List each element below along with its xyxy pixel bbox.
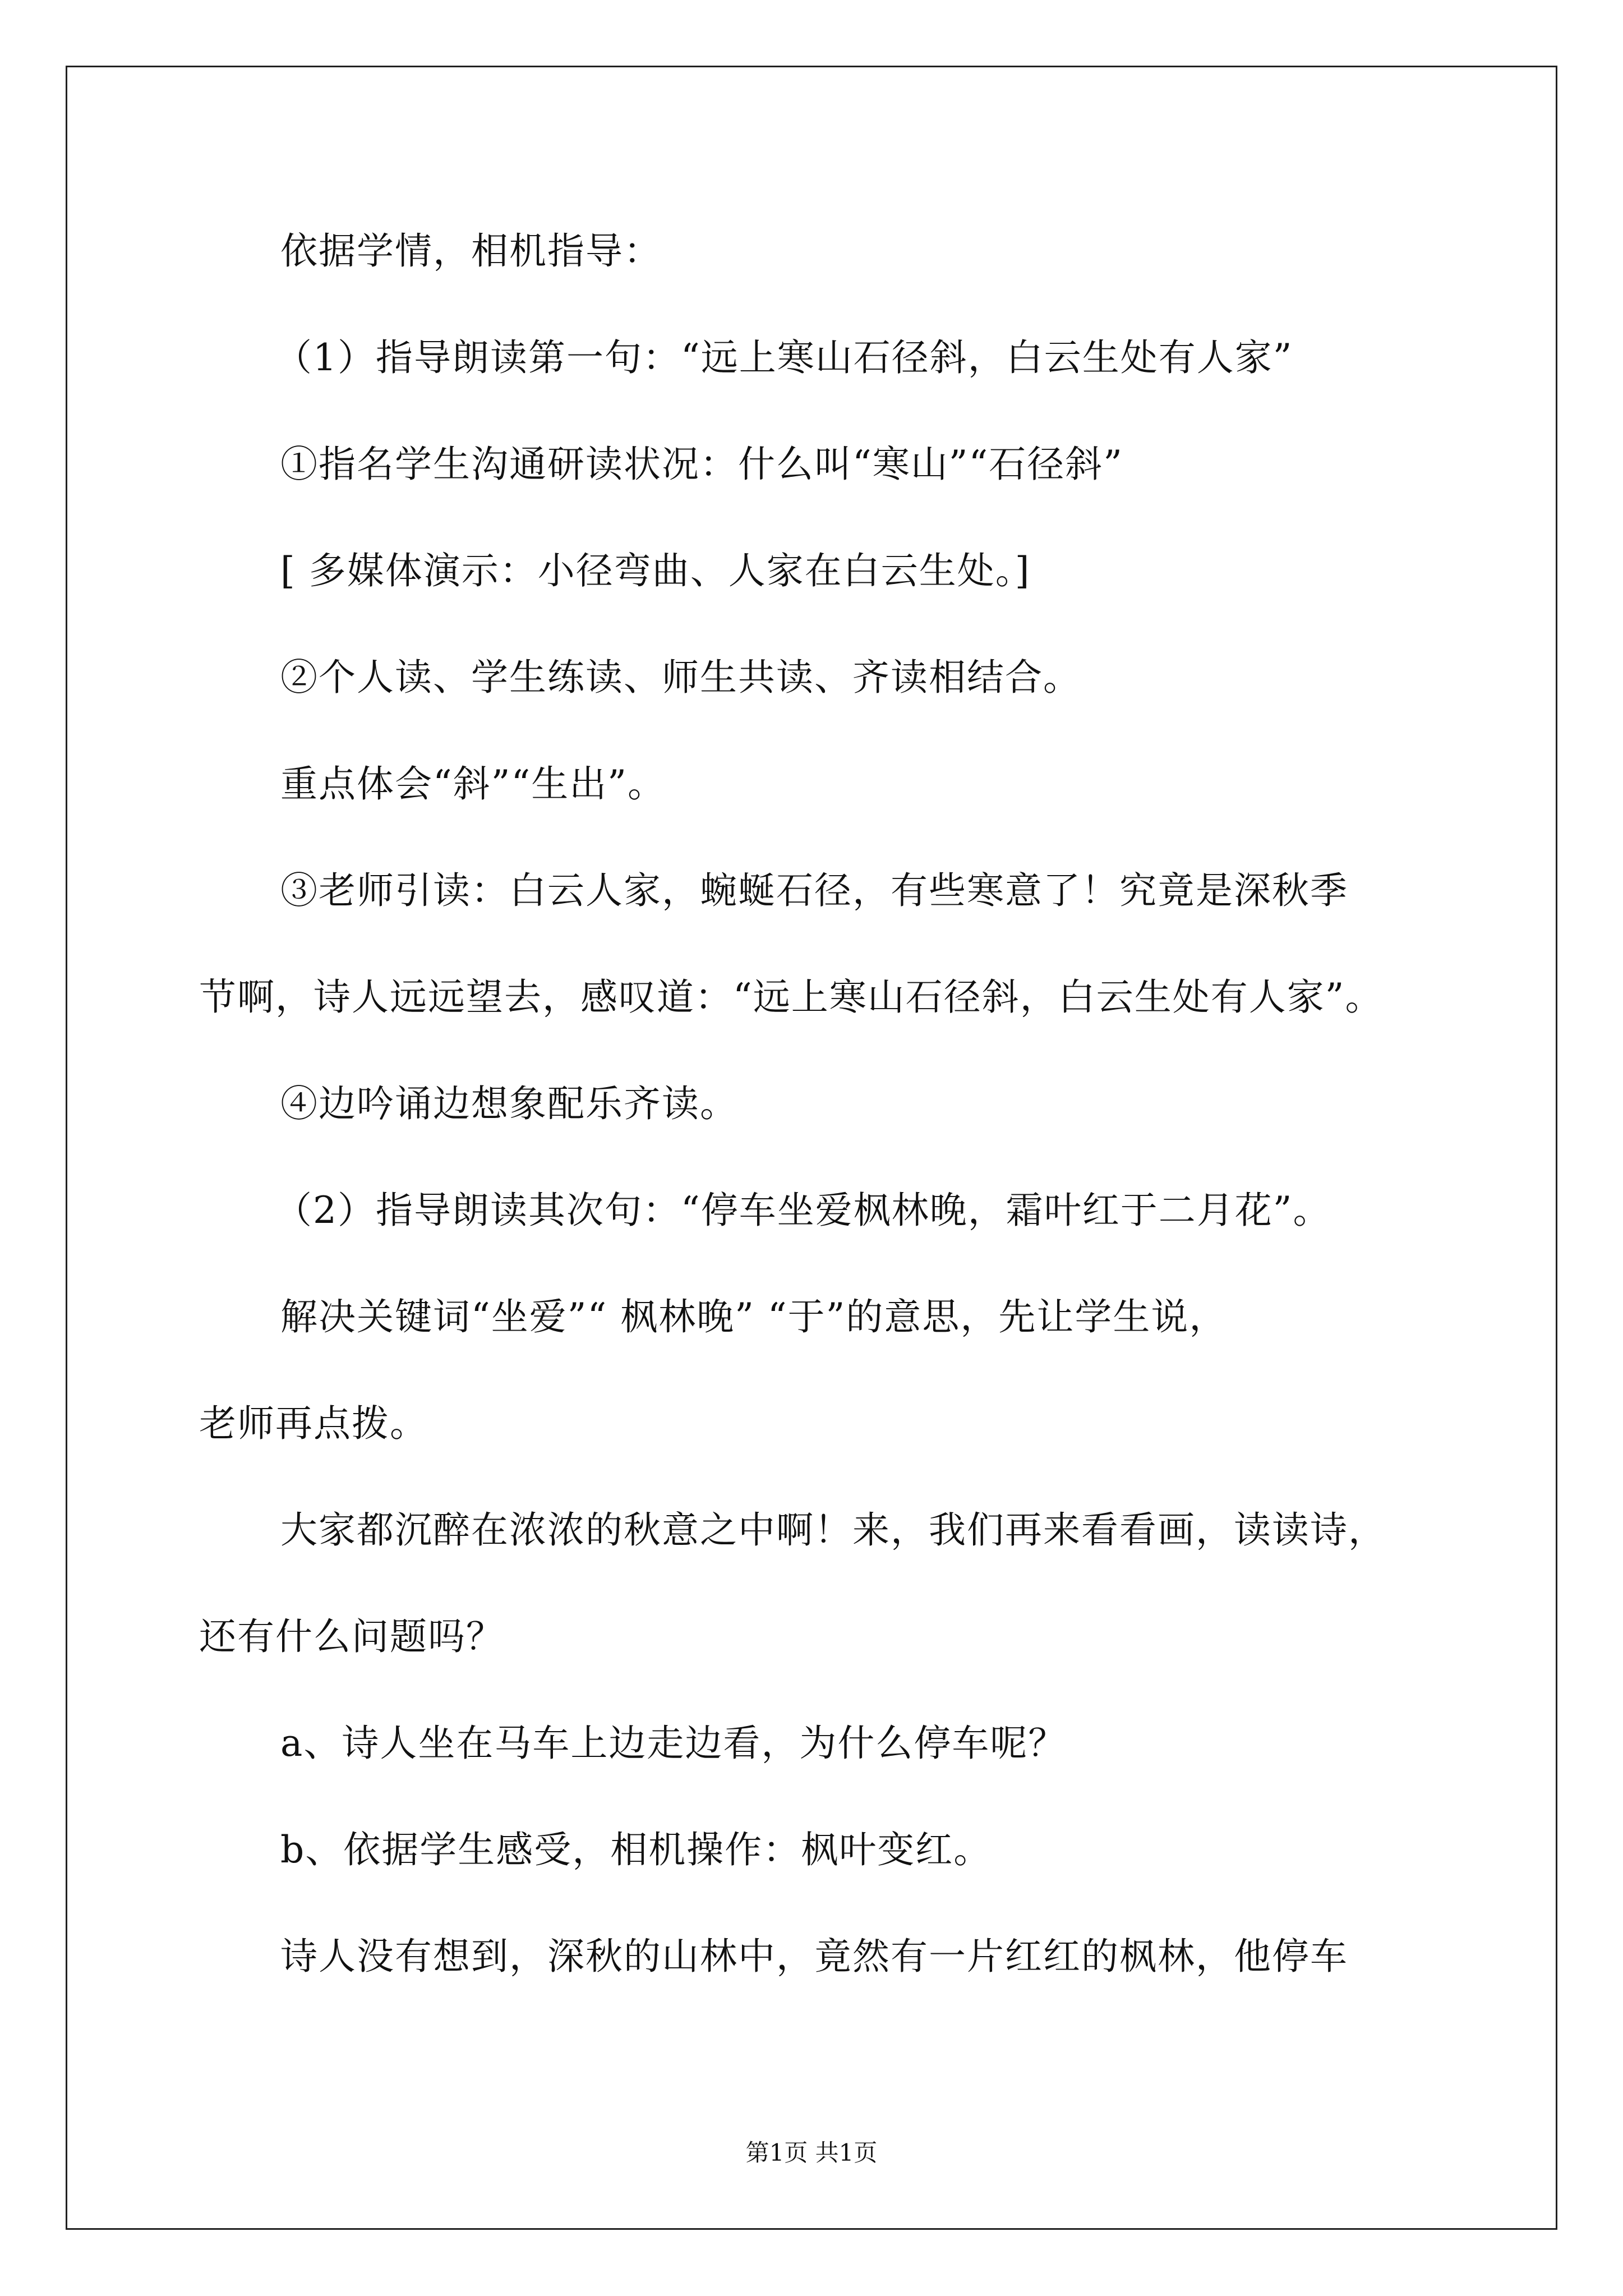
- text-line: 诗人没有想到，深秋的山林中，竟然有一片红红的枫林，他停车: [280, 1935, 1348, 1978]
- text-line: 依据学情，相机指导：: [280, 229, 662, 273]
- text-line: 节啊，诗人远远望去，感叹道：“远上寒山石径斜，白云生处有人家”。: [199, 976, 1384, 1019]
- text-line: ②个人读、学生练读、师生共读、齐读相结合。: [280, 656, 1081, 699]
- text-line: 大家都沉醉在浓浓的秋意之中啊！来，我们再来看看画，读读诗，: [280, 1508, 1386, 1552]
- text-line: ①指名学生沟通研读状况：什么叫“寒山”“石径斜”: [280, 443, 1123, 486]
- text-line: 解决关键词“坐爱”“ 枫林晚” “于”的意思，先让学生说，: [280, 1295, 1228, 1338]
- text-line: （2）指导朗读其次句：“停车坐爱枫林晚，霜叶红于二月花”。: [275, 1189, 1331, 1232]
- text-line: 还有什么问题吗？: [199, 1615, 504, 1658]
- page-number-footer: 第1页 共1页: [745, 2139, 878, 2166]
- text-line: b、依据学生感受，相机操作：枫叶变红。: [280, 1828, 992, 1871]
- text-line: 重点体会“斜”“生出”。: [280, 762, 666, 806]
- text-line: ④边吟诵边想象配乐齐读。: [280, 1082, 738, 1125]
- text-line: 老师再点拨。: [199, 1402, 428, 1445]
- text-line: ③老师引读：白云人家，蜿蜒石径，有些寒意了！究竟是深秋季: [280, 869, 1348, 912]
- text-line: a、诗人坐在马车上边走边看，为什么停车呢？: [280, 1722, 1067, 1765]
- page-border: [66, 66, 1557, 2230]
- text-line: [ 多媒体演示：小径弯曲、人家在白云生处。]: [280, 549, 1031, 592]
- text-line: （1）指导朗读第一句：“远上寒山石径斜，白云生处有人家”: [275, 336, 1293, 379]
